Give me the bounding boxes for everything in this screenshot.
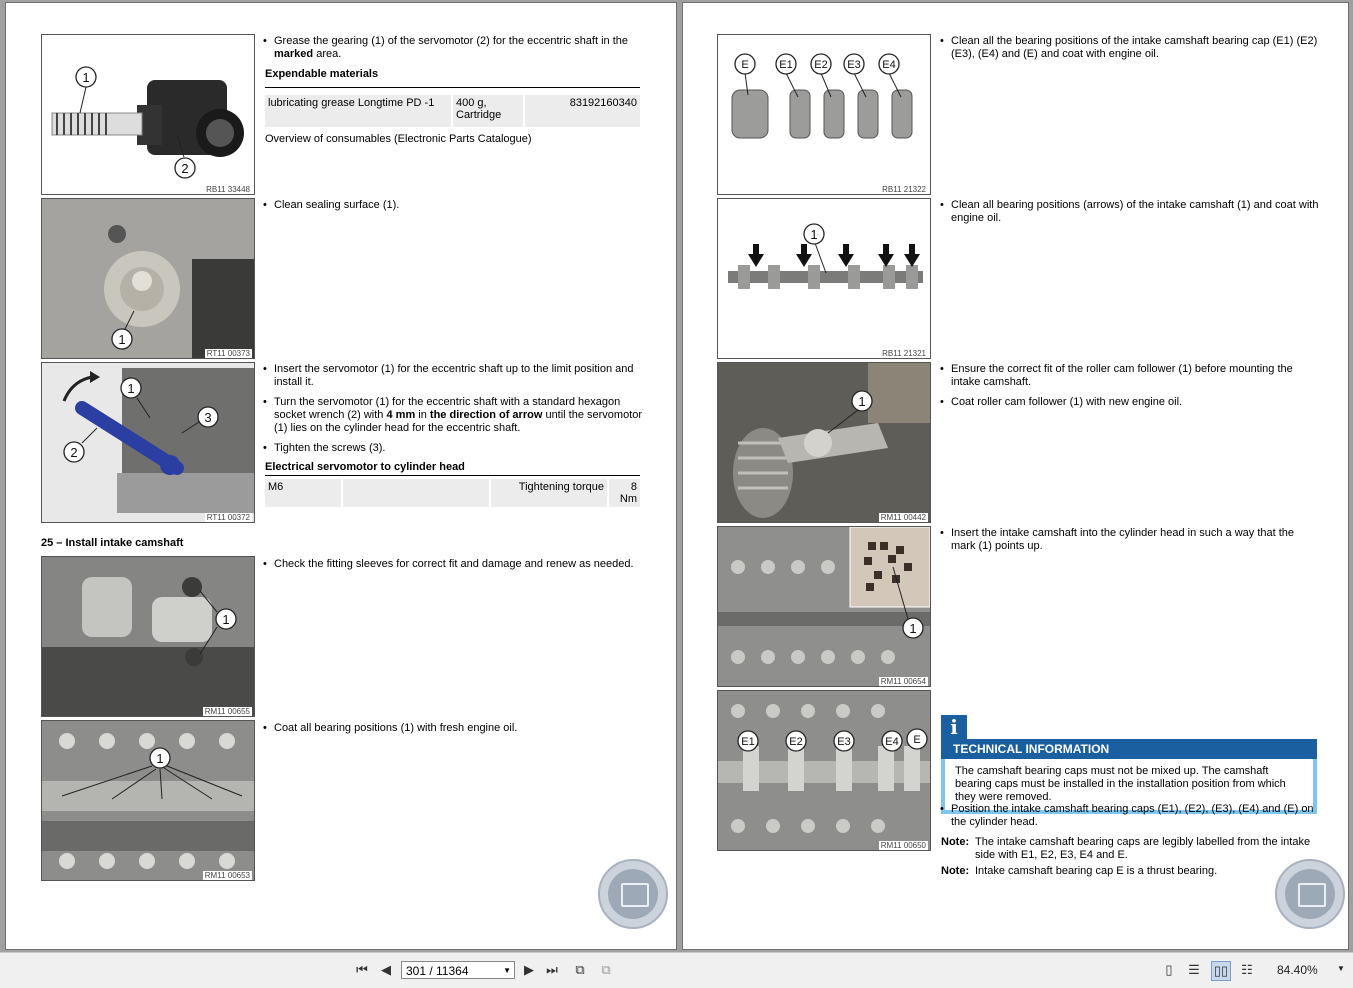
- expendable-materials-table: [265, 95, 640, 127]
- image-code: RT11 00373: [206, 349, 250, 358]
- callout-e3-label: E3: [837, 736, 851, 748]
- image-code: RB11 33448: [206, 185, 250, 194]
- table-row: [265, 479, 640, 507]
- next-page-icon[interactable]: ▶: [524, 962, 534, 977]
- consumables-link-text: Overview of consumables (Electronic Parts Catalogue): [265, 133, 532, 145]
- step3-bullet-2: • Turn the servomotor (1) for the eccentric shaft with a standard hexagon socket wrench (2) with 4 mm in the direction of arrow until the servomotor (1) lies on the cylinder head for the eccentric shaft.: [263, 396, 643, 434]
- torque-value: 8 Nm: [619, 481, 637, 505]
- servomotor-illustration: [42, 35, 254, 194]
- expendable-materials-title: Expendable materials: [265, 68, 379, 80]
- fitting-sleeves-photo: [42, 557, 254, 716]
- right-step5-bullet: • Position the intake camshaft bearing caps (E1), (E2), (E3), (E4) and (E) on the cylinder head.: [940, 803, 1314, 828]
- callout-e4-label: E4: [885, 736, 899, 748]
- callout-2-label: 2: [181, 161, 189, 176]
- callout-e2-label: E2: [789, 736, 803, 748]
- callout-e3-label: E3: [847, 59, 861, 71]
- table-rule: [265, 87, 640, 88]
- bearing-positions-photo: [42, 721, 254, 880]
- left-page: [5, 2, 677, 950]
- step5-bullet: • Coat all bearing positions (1) with fresh engine oil.: [263, 722, 518, 734]
- sealing-surface-photo: [42, 199, 254, 358]
- servomotor-install-image: [41, 362, 255, 523]
- camshaft-image: [717, 198, 931, 359]
- material-part-number: 83192160340: [569, 97, 637, 109]
- roller-cam-follower-photo: [718, 363, 930, 522]
- bearing-caps-image: [717, 34, 931, 195]
- callout-1-label: 1: [222, 612, 230, 627]
- servomotor-install-photo: [42, 363, 254, 522]
- callout-1-label: 1: [810, 227, 818, 242]
- callout-1-label: 1: [858, 394, 866, 409]
- previous-view-icon[interactable]: ⧉: [575, 962, 585, 977]
- roller-cam-follower-image: [717, 362, 931, 523]
- right-step1-bullet: • Clean all the bearing positions of the intake camshaft bearing cap (E1) (E2) (E3), (E4) and (E) and coat with engine oil.: [940, 35, 1318, 60]
- torque-label: Tightening torque: [490, 479, 608, 507]
- bullet-dot: •: [263, 35, 267, 47]
- callout-e4-label: E4: [882, 59, 896, 71]
- callout-1-label: 1: [156, 751, 164, 766]
- right-step3-bullet-1: • Ensure the correct fit of the roller cam follower (1) before mounting the intake camshaft.: [940, 363, 1293, 388]
- image-code: RB11 21322: [882, 185, 926, 194]
- bearing-caps-installed-photo: [718, 691, 930, 850]
- image-code: RM11 00653: [204, 871, 250, 880]
- viewer-toolbar: [0, 952, 1353, 988]
- note-text-2: Intake camshaft bearing cap E is a thrust bearing.: [975, 865, 1218, 877]
- fitting-sleeves-image: [41, 556, 255, 717]
- step3-bullet-3: • Tighten the screws (3).: [263, 442, 386, 454]
- torque-table: [265, 479, 640, 507]
- technical-information-title: TECHNICAL INFORMATION: [941, 739, 1317, 759]
- image-code: RT11 00372: [206, 513, 250, 522]
- camshaft-mark-photo: [718, 527, 930, 686]
- image-code: RM11 00654: [880, 677, 926, 686]
- image-code: RM11 00655: [204, 707, 250, 716]
- zoom-level[interactable]: 84.40%: [1277, 963, 1318, 977]
- step1-bullet: • Grease the gearing (1) of the servomotor (2) for the eccentric shaft in the marked area.: [263, 35, 629, 60]
- callout-3-label: 3: [204, 410, 212, 425]
- table-row: [265, 95, 640, 127]
- empty-cell: [342, 479, 490, 507]
- callout-e1-label: E1: [779, 59, 793, 71]
- callout-1-label: 1: [127, 381, 135, 396]
- help-badge-icon[interactable]: [1275, 859, 1345, 929]
- camshaft-mark-image: [717, 526, 931, 687]
- material-quantity: 400 g, Cartridge: [452, 95, 524, 127]
- torque-table-title: Electrical servomotor to cylinder head: [265, 461, 465, 473]
- technical-information-text: The camshaft bearing caps must not be mixed up. The camshaft bearing caps must be installed in the installation position from which they were removed.: [941, 759, 1317, 814]
- sealing-surface-image: [41, 198, 255, 359]
- right-step2-bullet: • Clean all bearing positions (arrows) of the intake camshaft (1) and coat with engine oil.: [940, 199, 1319, 224]
- camshaft-illustration: [718, 199, 930, 358]
- technical-information-box: [941, 715, 1317, 814]
- image-code: RM11 00442: [880, 513, 926, 522]
- bearing-caps-illustration: [718, 35, 930, 194]
- callout-e2-label: E2: [814, 59, 828, 71]
- callout-1-label: 1: [909, 621, 917, 636]
- right-step3-bullet-2: • Coat roller cam follower (1) with new engine oil.: [940, 396, 1183, 408]
- step2-bullet: • Clean sealing surface (1).: [263, 199, 400, 211]
- image-code: RB11 21321: [882, 349, 926, 358]
- thread-size: M6: [265, 479, 342, 507]
- note-label-1: Note:: [941, 836, 970, 848]
- table-rule: [265, 475, 640, 476]
- right-page: [682, 2, 1349, 950]
- prev-page-icon[interactable]: ◀: [381, 962, 391, 977]
- material-name: lubricating grease Longtime PD -1: [265, 95, 452, 127]
- single-page-icon[interactable]: ▯: [1165, 962, 1173, 977]
- next-view-icon[interactable]: ⧉: [601, 962, 611, 977]
- bearing-positions-image: [41, 720, 255, 881]
- page-number-field[interactable]: 301 / 11364 ▼: [401, 961, 515, 979]
- callout-2-label: 2: [70, 445, 78, 460]
- note-text-1: The intake camshaft bearing caps are legibly labelled from the intake side with E1, E2, E3, E4 and E.: [975, 836, 1311, 861]
- chevron-down-icon[interactable]: ▼: [1337, 964, 1345, 973]
- bearing-caps-installed-image: [717, 690, 931, 851]
- right-step4-bullet: • Insert the intake camshaft into the cylinder head in such a way that the mark (1) points up.: [940, 527, 1295, 552]
- chevron-down-icon[interactable]: ▼: [503, 966, 511, 975]
- continuous-facing-icon[interactable]: ☷: [1241, 962, 1253, 977]
- callout-1-label: 1: [118, 332, 126, 347]
- last-page-icon[interactable]: ⏭: [546, 962, 558, 977]
- step4-bullet: • Check the fitting sleeves for correct fit and damage and renew as needed.: [263, 558, 634, 570]
- continuous-icon[interactable]: ☰: [1188, 962, 1200, 977]
- help-badge-icon[interactable]: [598, 859, 668, 929]
- callout-1-label: 1: [82, 70, 90, 85]
- callout-e-label: E: [913, 734, 921, 746]
- servomotor-image: [41, 34, 255, 195]
- callout-e1-label: E1: [741, 736, 755, 748]
- info-icon: i: [941, 715, 967, 739]
- facing-icon[interactable]: ▯▯: [1211, 961, 1231, 981]
- callout-e-label: E: [741, 59, 749, 71]
- step3-bullet-1: • Insert the servomotor (1) for the eccentric shaft up to the limit position and install it.: [263, 363, 634, 388]
- section-title: 25 – Install intake camshaft: [41, 537, 184, 549]
- note-label-2: Note:: [941, 865, 970, 877]
- image-code: RM11 00650: [880, 841, 926, 850]
- first-page-icon[interactable]: ⏮: [356, 962, 368, 977]
